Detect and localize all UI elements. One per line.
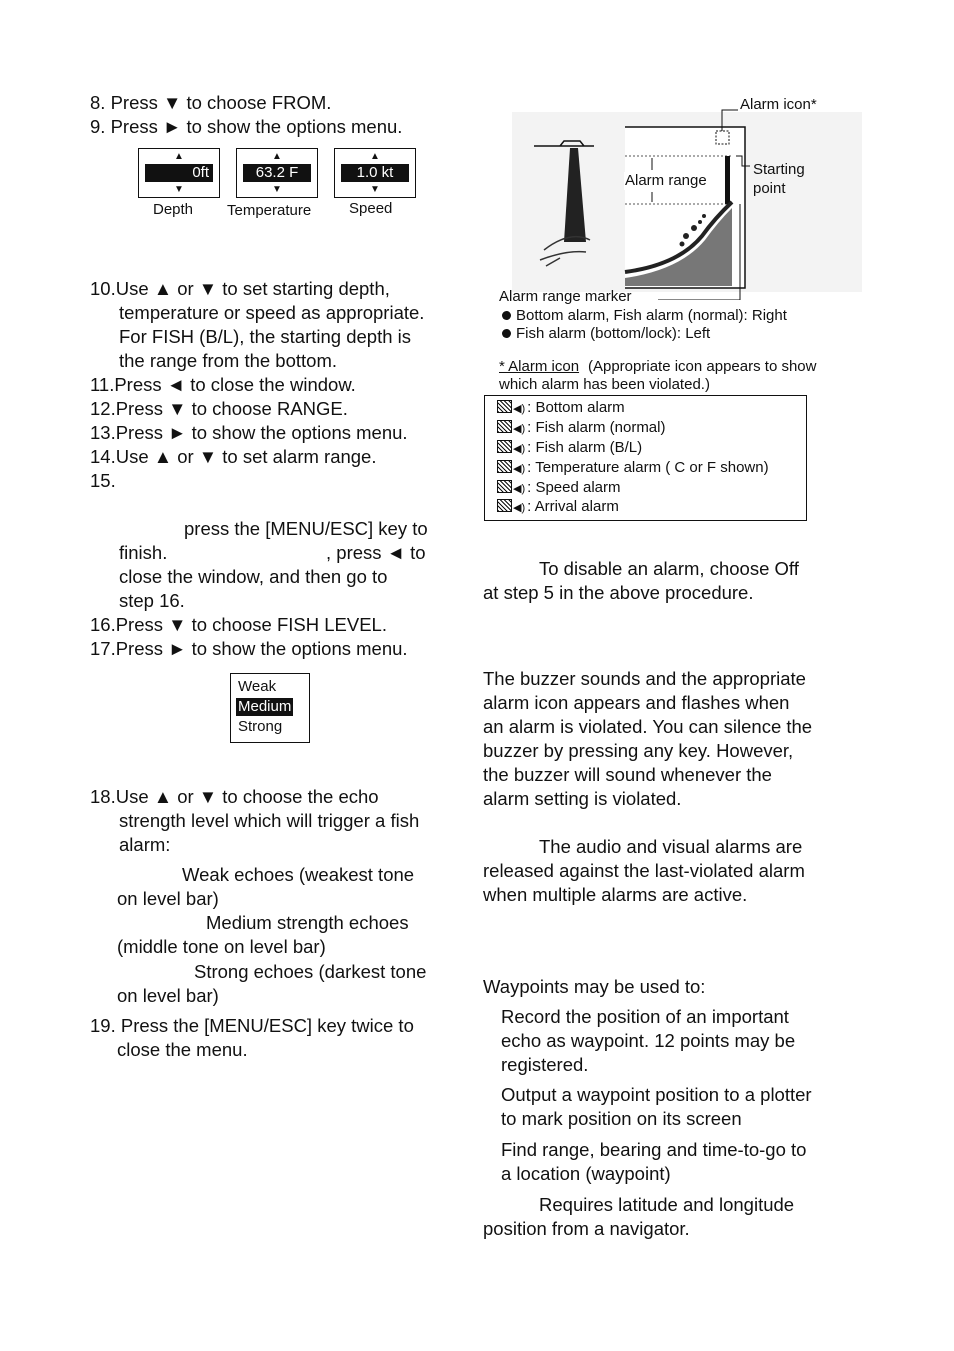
- buzzer-line1: The buzzer sounds and the appropriate: [483, 668, 806, 689]
- marker-note-right: Bottom alarm, Fish alarm (normal): Right: [516, 307, 787, 324]
- step-17: 17.Press ► to show the options menu.: [90, 638, 408, 659]
- buzzer-line4: buzzer by pressing any key. However,: [483, 740, 794, 761]
- option-medium[interactable]: Medium: [238, 698, 292, 715]
- speed-box: [334, 148, 416, 198]
- starting-point-line2: point: [753, 180, 786, 197]
- legend-fish-alarm-normal: ◀) : Fish alarm (normal): [497, 418, 665, 439]
- up-arrow-icon: ▲: [174, 151, 184, 162]
- step-14: 14.Use ▲ or ▼ to set alarm range.: [90, 446, 377, 467]
- fish-alarm-bl-icon: [497, 440, 512, 453]
- buzzer-line5: the buzzer will sound whenever the: [483, 764, 772, 785]
- alarm-range-marker-bar: [725, 156, 730, 204]
- waypoint-item1-line1: Record the position of an important: [501, 1006, 789, 1027]
- down-arrow-icon: ▼: [174, 184, 184, 195]
- legend-temperature-alarm: ◀) : Temperature alarm ( C or F shown): [497, 458, 769, 479]
- speaker-icon: ◀): [513, 502, 526, 514]
- fish-level-menu: [230, 673, 310, 743]
- step-11: 11.Press ◄ to close the window.: [90, 374, 356, 395]
- step-16: 16.Press ▼ to choose FISH LEVEL.: [90, 614, 387, 635]
- alarm-icon-note-title: * Alarm icon: [499, 358, 580, 375]
- step-15-line-a: press the [MENU/ESC] key to: [184, 518, 428, 539]
- buzzer-line2: alarm icon appears and flashes when: [483, 692, 790, 713]
- speaker-icon: ◀): [513, 483, 526, 495]
- temperature-value: 63.2 F: [243, 164, 311, 182]
- temperature-box: [236, 148, 318, 198]
- medium-line2: (middle tone on level bar): [117, 936, 326, 957]
- temperature-alarm-icon: [497, 460, 512, 473]
- arrival-alarm-icon: [497, 499, 512, 512]
- step-18-line2: strength level which will trigger a fish: [119, 810, 420, 831]
- step-15-line-c: , press ◄ to: [326, 542, 426, 563]
- legend-bottom-alarm: ◀) : Bottom alarm: [497, 398, 625, 419]
- starting-point-line1: Starting: [753, 161, 805, 178]
- alarm-icon-legend: [484, 395, 807, 521]
- depth-value: 0ft: [145, 164, 213, 182]
- waypoint-item2-line1: Output a waypoint position to a plotter: [501, 1084, 812, 1105]
- alarm-range-marker-label: Alarm range marker: [499, 288, 632, 305]
- alarm-icon-label: Alarm icon*: [740, 96, 817, 113]
- alarm-icon-note-line2: which alarm has been violated.): [499, 376, 710, 393]
- bottom-alarm-icon: [497, 400, 512, 413]
- strong-line1: Strong echoes (darkest tone: [194, 961, 427, 982]
- speaker-icon: ◀): [513, 463, 526, 475]
- legend-fish-alarm-bl: ◀) : Fish alarm (B/L): [497, 438, 642, 459]
- requires-line2: position from a navigator.: [483, 1218, 690, 1239]
- step-15-line-e: step 16.: [119, 590, 185, 611]
- waypoint-item2-line2: to mark position on its screen: [501, 1108, 742, 1129]
- speaker-icon: ◀): [513, 423, 526, 435]
- step-12: 12.Press ▼ to choose RANGE.: [90, 398, 348, 419]
- disable-line2: at step 5 in the above procedure.: [483, 582, 754, 603]
- step-10-line1: 10.Use ▲ or ▼ to set starting depth,: [90, 278, 390, 299]
- speed-label: Speed: [349, 200, 393, 217]
- temperature-label: Temperature: [227, 202, 312, 219]
- step-13: 13.Press ► to show the options menu.: [90, 422, 408, 443]
- bullet-icon: [502, 329, 511, 338]
- buzzer-line3: an alarm is violated. You can silence the: [483, 716, 813, 737]
- waypoint-item3-line1: Find range, bearing and time-to-go to: [501, 1139, 807, 1160]
- buzzer-line6: alarm setting is violated.: [483, 788, 682, 809]
- step-8: 8. Press ▼ to choose FROM.: [90, 92, 332, 113]
- step-15: 15.: [90, 470, 116, 491]
- weak-line2: on level bar): [117, 888, 219, 909]
- waypoint-item1-line3: registered.: [501, 1054, 589, 1075]
- depth-box: [138, 148, 220, 198]
- requires-line1: Requires latitude and longitude: [539, 1194, 795, 1215]
- up-arrow-icon: ▲: [370, 151, 380, 162]
- step-10-line4: the range from the bottom.: [119, 350, 338, 371]
- speed-value: 1.0 kt: [341, 164, 409, 182]
- disable-line1: To disable an alarm, choose Off: [539, 558, 799, 579]
- waypoint-item3-line2: a location (waypoint): [501, 1163, 671, 1184]
- legend-speed-alarm: ◀) : Speed alarm: [497, 478, 621, 499]
- waypoint-item1-line2: echo as waypoint. 12 points may be: [501, 1030, 796, 1051]
- weak-line1: Weak echoes (weakest tone: [182, 864, 415, 885]
- bullet-icon: [502, 311, 511, 320]
- release-line2: released against the last-violated alarm: [483, 860, 805, 881]
- down-arrow-icon: ▼: [272, 184, 282, 195]
- waypoints-intro: Waypoints may be used to:: [483, 976, 706, 997]
- legend-arrival-alarm: ◀) : Arrival alarm: [497, 497, 619, 518]
- speed-alarm-icon: [497, 480, 512, 493]
- step-15-line-d: close the window, and then go to: [119, 566, 388, 587]
- marker-note-left: Fish alarm (bottom/lock): Left: [516, 325, 711, 342]
- step-10-line3: For FISH (B/L), the starting depth is: [119, 326, 411, 347]
- option-weak[interactable]: Weak: [238, 678, 277, 695]
- step-19-line1: 19. Press the [MENU/ESC] key twice to: [90, 1015, 414, 1036]
- up-arrow-icon: ▲: [272, 151, 282, 162]
- option-strong[interactable]: Strong: [238, 718, 283, 735]
- step-9: 9. Press ► to show the options menu.: [90, 116, 403, 137]
- alarm-icon-note-rest: (Appropriate icon appears to show: [588, 358, 817, 375]
- step-18-line1: 18.Use ▲ or ▼ to choose the echo: [90, 786, 379, 807]
- strong-line2: on level bar): [117, 985, 219, 1006]
- release-line3: when multiple alarms are active.: [483, 884, 748, 905]
- fish-alarm-normal-icon: [497, 420, 512, 433]
- speaker-icon: ◀): [513, 403, 526, 415]
- alarm-range-label: Alarm range: [625, 172, 707, 189]
- depth-label: Depth: [153, 201, 194, 218]
- speaker-icon: ◀): [513, 443, 526, 455]
- medium-line1: Medium strength echoes: [206, 912, 409, 933]
- step-10-line2: temperature or speed as appropriate.: [119, 302, 425, 323]
- step-18-line3: alarm:: [119, 834, 171, 855]
- step-15-line-b: finish.: [119, 542, 168, 563]
- alarm-range-diagram: [500, 100, 870, 300]
- step-19-line2: close the menu.: [117, 1039, 248, 1060]
- release-line1: The audio and visual alarms are: [539, 836, 803, 857]
- down-arrow-icon: ▼: [370, 184, 380, 195]
